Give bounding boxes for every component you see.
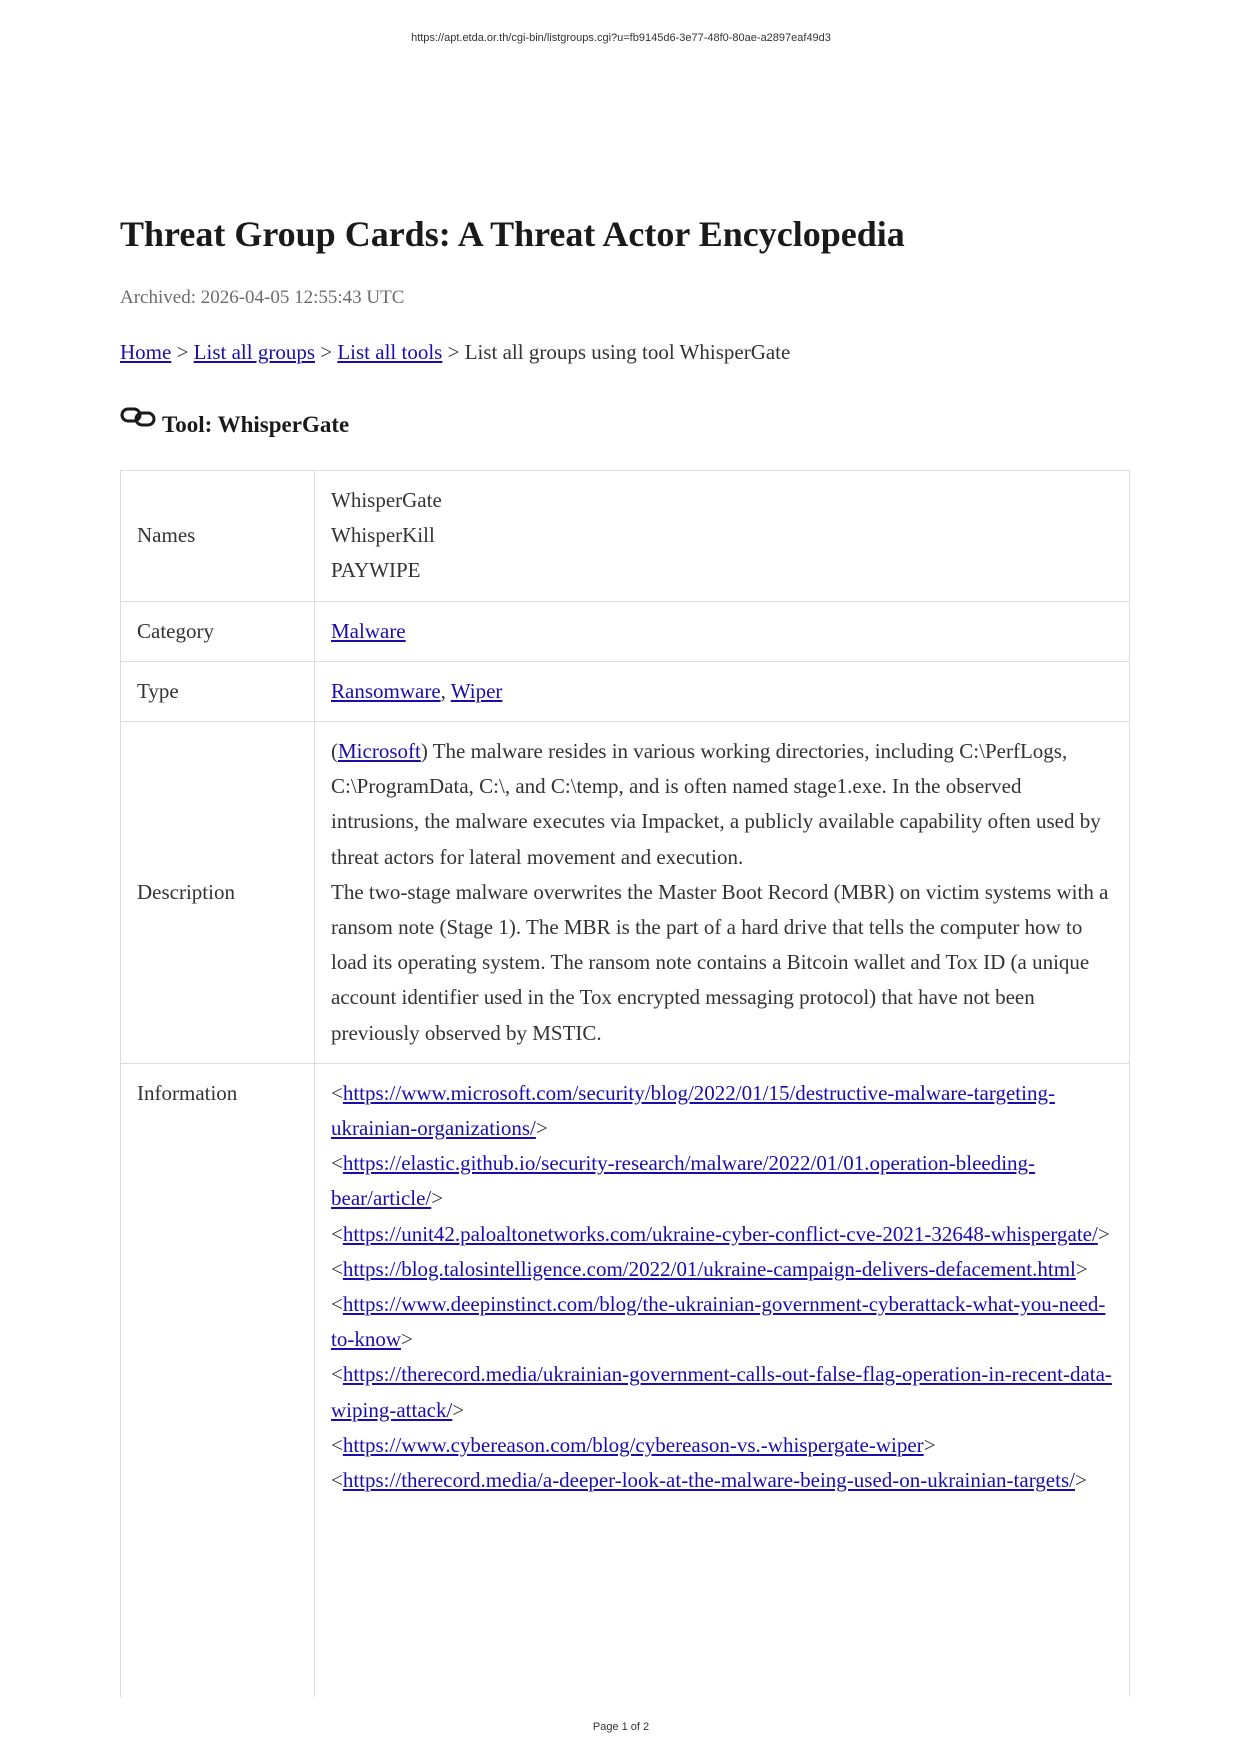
information-link-line: <https://www.deepinstinct.com/blog/the-ukrainian-government-cyberattack-what-you-need-to-know>	[331, 1292, 1106, 1352]
description-label: Description	[121, 722, 315, 1064]
table-row-category	[121, 601, 1130, 661]
information-link-line: <https://blog.talosintelligence.com/2022/01/ukraine-campaign-delivers-defacement.html>	[331, 1256, 1088, 1281]
description-source-link[interactable]: Microsoft	[338, 739, 421, 764]
archived-timestamp: Archived: 2026-04-05 12:55:43 UTC	[120, 287, 405, 308]
page-number: Page 1 of 2	[592, 1721, 650, 1733]
breadcrumb-separator: >	[442, 340, 465, 364]
information-link-line: <https://elastic.github.io/security-research/malware/2022/01/01.operation-bleeding-bear/article/>	[331, 1151, 1036, 1211]
information-link[interactable]: https://therecord.media/ukrainian-government-calls-out-false-flag-operation-in-recent-data-wiping-attack/	[331, 1362, 1112, 1422]
information-link-line: <https://therecord.media/a-deeper-look-at-the-malware-being-used-on-ukrainian-targets/>	[331, 1468, 1087, 1493]
breadcrumb-current: List all groups using tool WhisperGate	[464, 340, 791, 364]
page-url-header: https://apt.etda.or.th/cgi-bin/listgroups.cgi?u=fb9145d6-3e77-48f0-80ae-a2897eaf49d3	[411, 32, 831, 44]
names-value	[315, 471, 1130, 602]
information-link[interactable]: https://unit42.paloaltonetworks.com/ukraine-cyber-conflict-cve-2021-32648-whispergate/	[342, 1221, 1098, 1246]
type-label: Type	[121, 661, 315, 721]
information-link[interactable]: https://blog.talosintelligence.com/2022/01/ukraine-campaign-delivers-defacement.html	[342, 1256, 1076, 1281]
information-link[interactable]: https://www.deepinstinct.com/blog/the-ukrainian-government-cyberattack-what-you-need-to-know	[331, 1292, 1106, 1352]
description-value	[315, 722, 1130, 1064]
information-link-line: <https://unit42.paloaltonetworks.com/ukraine-cyber-conflict-cve-2021-32648-whispergate/>	[331, 1221, 1110, 1246]
breadcrumb-tools-link[interactable]: List all tools	[337, 340, 443, 364]
link-icon	[120, 402, 156, 432]
breadcrumb	[120, 340, 790, 365]
type-separator: ,	[440, 678, 451, 703]
names-label: Names	[121, 471, 315, 602]
information-link-line: <https://www.microsoft.com/security/blog/2022/01/15/destructive-malware-targeting-ukrainian-organizations/>	[331, 1080, 1055, 1141]
tool-heading	[120, 402, 349, 438]
category-label: Category	[121, 601, 315, 661]
information-link[interactable]: https://www.cybereason.com/blog/cybereason-vs.-whispergate-wiper	[342, 1432, 924, 1457]
tool-title: Tool: WhisperGate	[162, 412, 350, 437]
name-item: PAYWIPE	[331, 558, 421, 583]
breadcrumb-separator: >	[315, 340, 338, 364]
table-row-description	[121, 722, 1130, 1064]
type-ransomware-link[interactable]: Ransomware	[331, 678, 441, 703]
description-text-1: ) The malware resides in various working directories, including C:\PerfLogs, C:\ProgramData, C:\, and C:\temp, and is often named stage1.exe. In the observed intrusions, the malware executes via Impacket, a publicly available capability often used by threat actors for lateral movement and execution.	[331, 739, 1101, 869]
category-value	[315, 601, 1130, 661]
name-item: WhisperGate	[331, 488, 442, 512]
page-title: Threat Group Cards: A Threat Actor Encyclopedia	[120, 214, 905, 254]
description-paragraph-2: The two-stage malware overwrites the Master Boot Record (MBR) on victim systems with a ransom note (Stage 1). The MBR is the part of a hard drive that tells the computer how to load its operating system. The ransom note contains a Bitcoin wallet and Tox ID (a unique account identifier used in the Tox encrypted messaging protocol) that have not been previously observed by MSTIC.	[331, 879, 1109, 1045]
type-wiper-link[interactable]: Wiper	[450, 678, 503, 703]
information-link[interactable]: https://www.microsoft.com/security/blog/2022/01/15/destructive-malware-targeting-ukrainian-organizations/	[331, 1080, 1055, 1141]
description-paragraph-1: (Microsoft) The malware resides in various working directories, including C:\PerfLogs, C:\ProgramData, C:\, and C:\temp, and is often named stage1.exe. In the observed intrusions, the malware executes via Impacket, a publicly available capability often used by threat actors for lateral movement and execution.	[331, 739, 1101, 869]
information-label: Information	[121, 1063, 315, 1697]
table-row-type	[121, 661, 1130, 721]
information-link-line: <https://www.cybereason.com/blog/cybereason-vs.-whispergate-wiper>	[331, 1432, 936, 1457]
tool-info-table	[120, 470, 1130, 1697]
table-row-information	[121, 1063, 1130, 1697]
name-item: WhisperKill	[331, 523, 435, 548]
category-malware-link[interactable]: Malware	[331, 618, 406, 643]
information-link-line: <https://therecord.media/ukrainian-government-calls-out-false-flag-operation-in-recent-data-wiping-attack/>	[331, 1362, 1112, 1422]
type-value	[315, 661, 1130, 721]
breadcrumb-groups-link[interactable]: List all groups	[193, 340, 315, 364]
information-link[interactable]: https://therecord.media/a-deeper-look-at-the-malware-being-used-on-ukrainian-targets/	[342, 1468, 1075, 1493]
breadcrumb-separator: >	[171, 340, 194, 364]
breadcrumb-home-link[interactable]: Home	[120, 340, 172, 364]
information-value	[315, 1063, 1130, 1697]
information-link[interactable]: https://elastic.github.io/security-research/malware/2022/01/01.operation-bleeding-bear/article/	[331, 1151, 1036, 1211]
table-row-names	[121, 471, 1130, 602]
